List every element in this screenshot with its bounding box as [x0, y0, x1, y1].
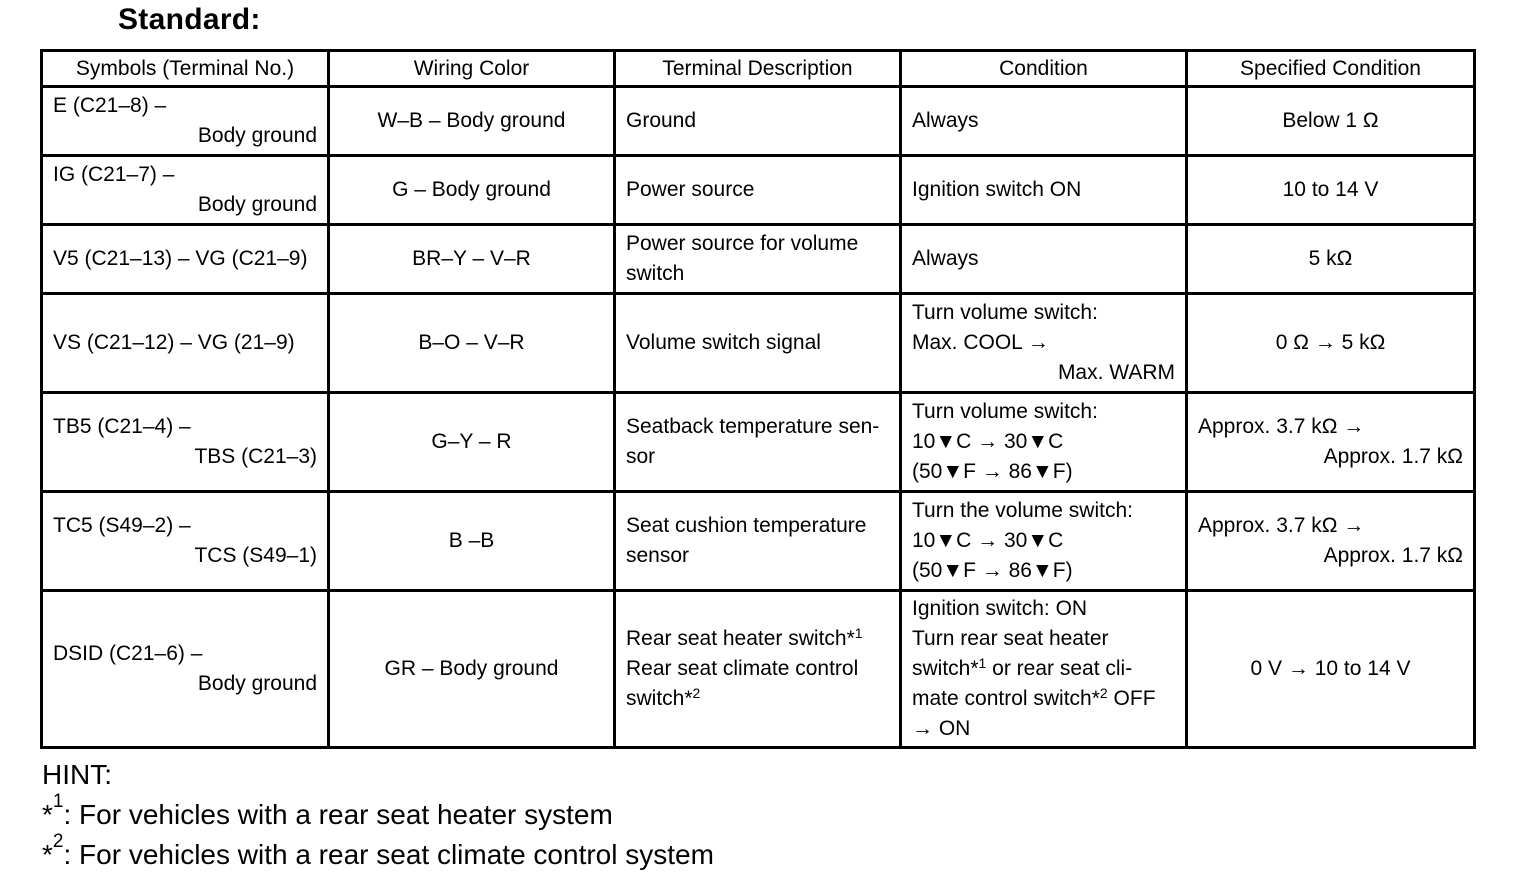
footnote-ref: 1 — [854, 625, 863, 641]
specified-line: 10 to 14 V — [1282, 178, 1379, 201]
condition-line: 10▼C → 30▼C — [912, 529, 1064, 552]
condition-cell — [901, 591, 1187, 748]
footnote-2: *$^2$: For vehicles with a rear seat climate control system — [42, 831, 714, 870]
header-condition: Condition — [901, 51, 1187, 87]
page-title: Standard: — [118, 3, 261, 36]
condition-line: Turn volume switch: — [912, 400, 1098, 423]
symbols-line: TCS (S49–1) — [194, 544, 317, 567]
symbols-cell — [42, 492, 329, 591]
specified-line: Approx. 1.7 kΩ — [1323, 445, 1463, 468]
symbols-line: Body ground — [197, 672, 317, 695]
symbols-cell — [42, 87, 329, 156]
condition-line: Turn the volume switch: — [912, 499, 1133, 522]
condition-cell — [901, 156, 1187, 225]
header-wiring-color: Wiring Color — [329, 51, 615, 87]
footnote-1: *$^1$: For vehicles with a rear seat heater system — [42, 791, 613, 830]
symbols-line: Body ground — [197, 124, 317, 147]
condition-line: Always — [912, 109, 979, 132]
specified-line: Below 1 Ω — [1282, 109, 1379, 132]
description-cell — [615, 393, 901, 492]
condition-line: Max. WARM — [1057, 361, 1175, 384]
specified-cell — [1187, 87, 1475, 156]
wiring-cell: G – Body ground — [329, 156, 615, 225]
specified-line: 0 Ω → 5 kΩ — [1275, 331, 1386, 354]
condition-line: → ON — [912, 717, 971, 740]
specified-line: Approx. 3.7 kΩ → — [1198, 514, 1365, 537]
condition-line: Ignition switch: ON — [912, 597, 1088, 620]
symbols-cell — [42, 591, 329, 748]
condition-line: Always — [912, 247, 979, 270]
specified-cell — [1187, 294, 1475, 393]
description-cell — [615, 225, 901, 294]
description-line: switch — [626, 262, 685, 285]
symbols-line: TB5 (C21–4) – — [53, 415, 191, 438]
symbols-cell — [42, 225, 329, 294]
description-line: Volume switch signal — [626, 331, 821, 354]
wiring-cell: W–B – Body ground — [329, 87, 615, 156]
condition-cell — [901, 492, 1187, 591]
wiring-cell: GR – Body ground — [329, 591, 615, 748]
specified-cell — [1187, 492, 1475, 591]
description-line: Rear seat climate control — [626, 657, 859, 680]
description-line: Seat cushion temperature — [626, 514, 867, 537]
symbols-line: IG (C21–7) – — [53, 163, 175, 186]
symbols-line: V5 (C21–13) – VG (C21–9) — [53, 247, 308, 270]
condition-cell — [901, 393, 1187, 492]
table-header-row — [42, 51, 1475, 87]
description-cell — [615, 591, 901, 748]
wiring-cell: B –B — [329, 492, 615, 591]
specified-cell — [1187, 591, 1475, 748]
table-row — [42, 294, 1475, 393]
symbols-line: TC5 (S49–2) – — [53, 514, 191, 537]
condition-cell — [901, 225, 1187, 294]
condition-line: switch*$^1$ or rear seat cli- — [912, 655, 1133, 680]
specified-cell — [1187, 225, 1475, 294]
condition-line: mate control switch*$^2$ OFF — [912, 685, 1156, 710]
description-line: sensor — [626, 544, 690, 567]
condition-line: (50▼F → 86▼F) — [912, 559, 1073, 582]
description-cell — [615, 156, 901, 225]
wiring-cell: B–O – V–R — [329, 294, 615, 393]
footnote-ref: 1 — [978, 655, 987, 671]
description-line: switch*$^2$ — [626, 685, 701, 710]
header-terminal-description: Terminal Description — [615, 51, 901, 87]
symbols-line: E (C21–8) – — [53, 94, 167, 117]
table-row — [42, 87, 1475, 156]
header-symbols: Symbols (Terminal No.) — [42, 51, 329, 87]
table-row — [42, 393, 1475, 492]
description-line: Seatback temperature sen- — [626, 415, 880, 438]
condition-line: Turn rear seat heater — [912, 627, 1109, 650]
symbols-line: TBS (C21–3) — [194, 445, 317, 468]
condition-line: 10▼C → 30▼C — [912, 430, 1064, 453]
specified-line: 5 kΩ — [1308, 247, 1353, 270]
specified-line: Approx. 1.7 kΩ — [1323, 544, 1463, 567]
symbols-cell — [42, 294, 329, 393]
specified-cell — [1187, 156, 1475, 225]
description-line: Power source for volume — [626, 232, 859, 255]
specified-line: 0 V → 10 to 14 V — [1250, 657, 1411, 680]
description-cell — [615, 87, 901, 156]
condition-cell — [901, 294, 1187, 393]
description-line: Ground — [626, 109, 697, 132]
description-line: sor — [626, 445, 656, 468]
specified-cell — [1187, 393, 1475, 492]
description-cell — [615, 492, 901, 591]
header-specified-condition: Specified Condition — [1187, 51, 1475, 87]
footnote-ref: 2 — [1099, 685, 1108, 701]
symbols-line: VS (C21–12) – VG (21–9) — [53, 331, 295, 354]
symbols-cell — [42, 393, 329, 492]
wiring-cell: BR–Y – V–R — [329, 225, 615, 294]
footnote-ref: 2 — [692, 685, 701, 701]
table-row — [42, 591, 1475, 748]
table-row — [42, 156, 1475, 225]
symbols-line: DSID (C21–6) – — [53, 642, 203, 665]
description-cell — [615, 294, 901, 393]
wiring-cell: G–Y – R — [329, 393, 615, 492]
table-row — [42, 492, 1475, 591]
hint-label: HINT: — [42, 759, 112, 790]
condition-line: Turn volume switch: — [912, 301, 1098, 324]
description-line: Rear seat heater switch*$^1$ — [626, 625, 863, 650]
condition-line: Max. COOL → — [912, 331, 1049, 354]
specified-line: Approx. 3.7 kΩ → — [1198, 415, 1365, 438]
symbols-line: Body ground — [197, 193, 317, 216]
condition-line: Ignition switch ON — [912, 178, 1082, 201]
condition-line: (50▼F → 86▼F) — [912, 460, 1073, 483]
standard-table — [40, 49, 1476, 749]
description-line: Power source — [626, 178, 755, 201]
table-row — [42, 225, 1475, 294]
symbols-cell — [42, 156, 329, 225]
condition-cell — [901, 87, 1187, 156]
